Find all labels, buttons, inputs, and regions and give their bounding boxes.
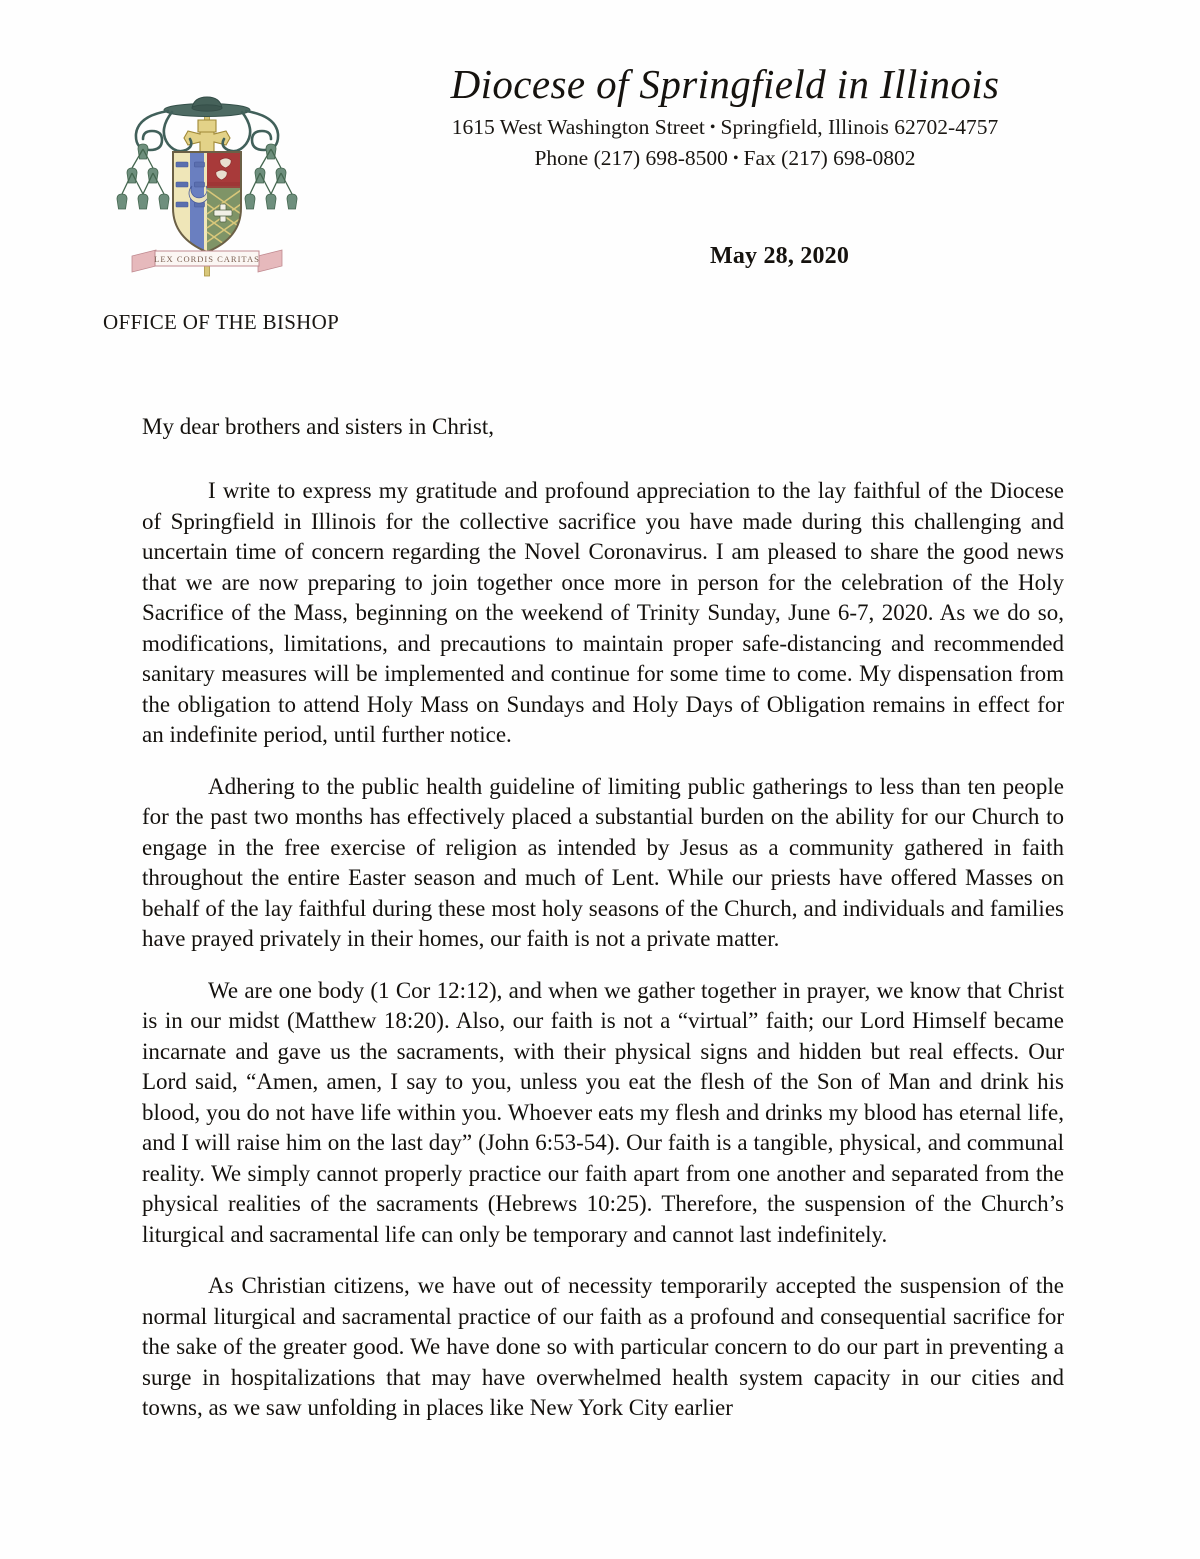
paragraph: We are one body (1 Cor 12:12), and when we gather together in prayer, we know that Christ is in our midst (Matthew 18:20). Also, our faith is not a “virtual” faith; our Lord Himself became incarnate and gave us the sacraments, with their physical signs and hidden but real effects. Our Lord said, “Amen, amen, I say to you, unless you eat the flesh of the Son of Man and drink his blood, you do not have life within you. Whoever eats my flesh and drinks my blood has eternal life, and I will raise him on the last day” (John 6:53-54). Our faith is a tangible, physical, and communal reality. We simply cannot properly practice our faith apart from one another and separated from the physical realities of the sacraments (Hebrews 10:25). Therefore, the suspension of the Church’s liturgical and sacramental life can only be temporary and cannot last indefinitely.: [142, 977, 1064, 1247]
address-line: [330, 113, 1120, 143]
phone-number: Phone (217) 698-8500: [534, 145, 728, 170]
bullet-separator-icon: •: [732, 149, 739, 167]
letterhead: [0, 0, 1200, 300]
escutcheon: [173, 152, 241, 256]
paragraph: Adhering to the public health guideline of limiting public gatherings to less than ten people for the past two months has effectively placed a substantial burden on the ability for our Church to engage in the free exercise of religion as intended by Jesus as a community gathered in faith throughout the entire Easter season and much of Lent. While our priests have offered Masses on behalf of the lay faithful during these most holy seasons of the Church, and individuals and families have prayed privately in their homes, our faith is not a private matter.: [142, 773, 1064, 952]
city-state-zip: Springfield, Illinois 62702-4757: [720, 115, 999, 140]
letter-date: May 28, 2020: [710, 243, 850, 269]
salutation: My dear brothers and sisters in Christ,: [142, 414, 494, 439]
bullet-separator-icon: •: [709, 119, 716, 137]
galero-hat-icon: [164, 97, 250, 117]
paragraph: As Christian citizens, we have out of necessity temporarily accepted the suspension of the normal liturgical and sacramental practice of our faith as a profound and consequential sacrifice for the sake of the greater good. We have done so with particular concern to do our part in preventing a surge in hospitalizations that may have overwhelmed health system capacity in our cities and towns, as we saw unfolding in places like New York City earlier: [142, 1273, 1064, 1421]
tassels-left: [117, 144, 169, 209]
masthead: [330, 62, 1120, 174]
paragraph: I write to express my gratitude and profound appreciation to the lay faithful of the Diocese of Springfield in Illinois for the collective sacrifice you have made during this challenging and uncertain time of concern regarding the Novel Coronavirus. I am pleased to share the good news that we are now preparing to join together once more in person for the celebration of the Holy Sacrifice of the Mass, beginning on the weekend of Trinity Sunday, June 6-7, 2020. As we do so, modifications, limitations, and precautions to maintain proper safe-distancing and recommended sanitary measures will be implemented and continue for some time to come. My dispensation from the obligation to attend Holy Mass on Sundays and Holy Days of Obligation remains in effect for an indefinite period, until further notice.: [142, 478, 1064, 748]
tassels-right: [245, 144, 297, 209]
motto-text: LEX CORDIS CARITAS: [154, 254, 260, 264]
diocese-title: Diocese of Springfield in Illinois: [450, 61, 1000, 107]
contact-line: [330, 144, 1120, 174]
coat-of-arms: [112, 86, 302, 282]
letter-body: [142, 412, 1064, 1424]
fax-number: Fax (217) 698-0802: [743, 145, 916, 170]
office-label: OFFICE OF THE BISHOP: [103, 310, 340, 334]
street-address: 1615 West Washington Street: [451, 115, 705, 140]
